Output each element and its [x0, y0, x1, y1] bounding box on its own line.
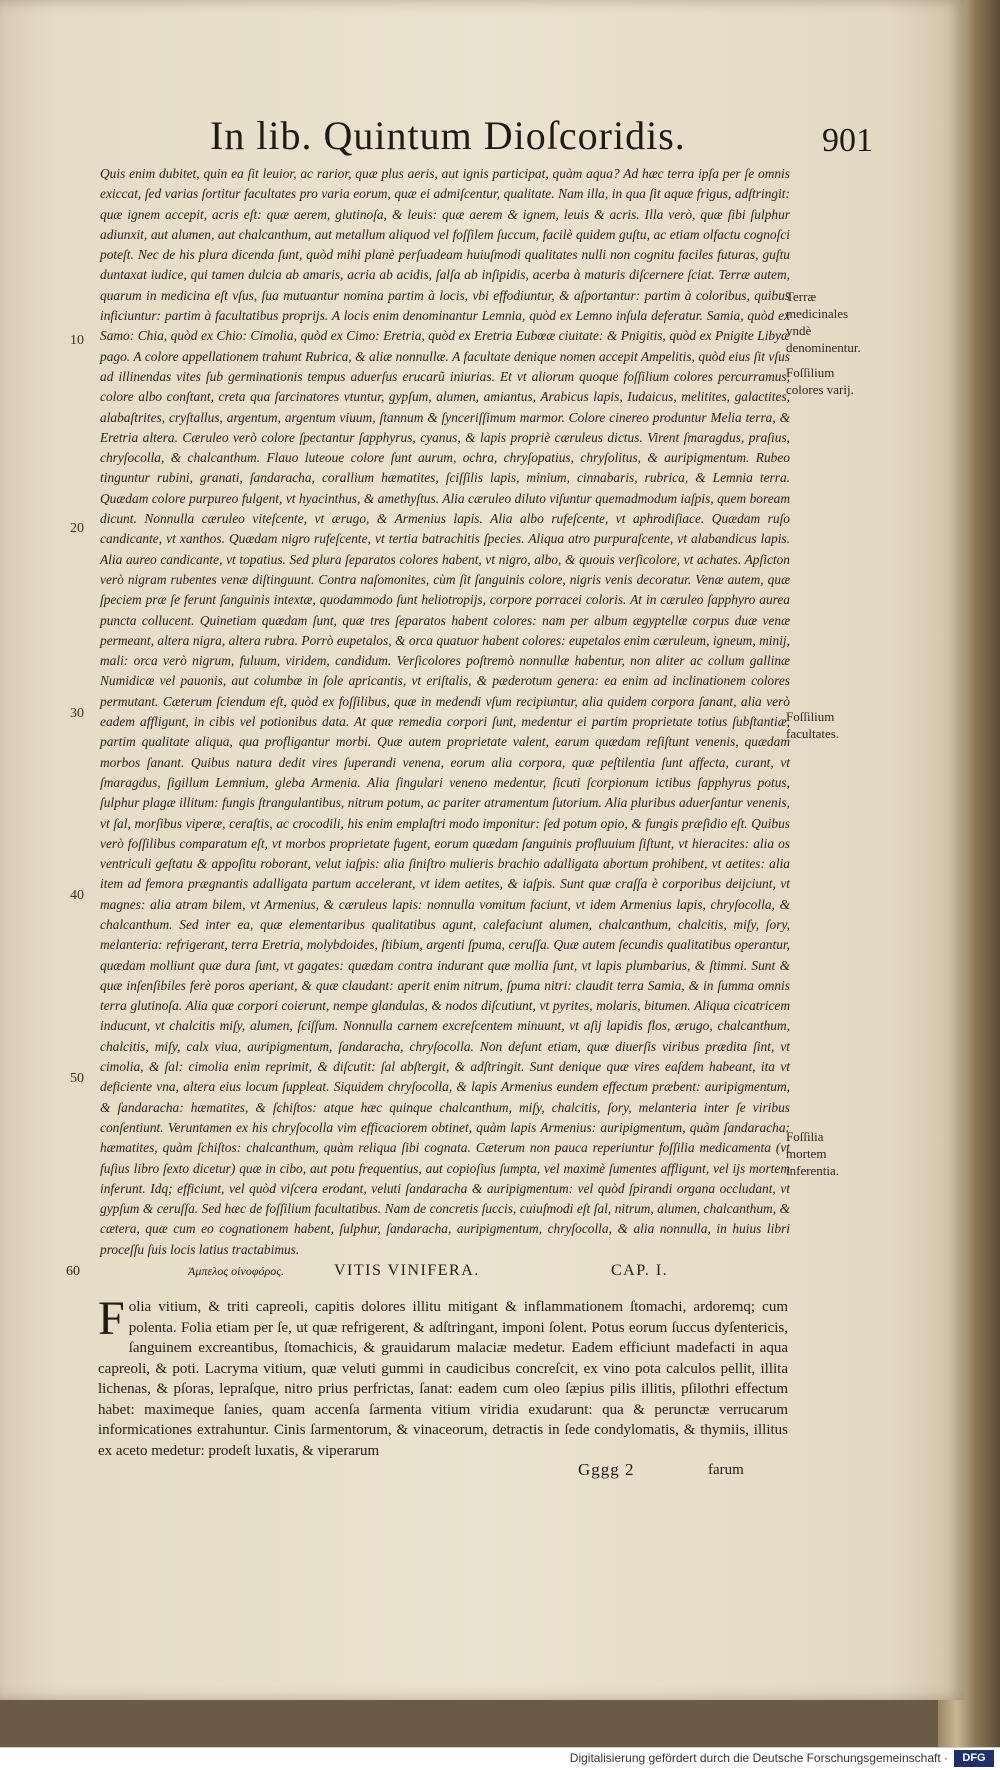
chapter-number: CAP. I. — [611, 1262, 669, 1279]
margin-note-terrae: Terræ medicinales vndè denominentur. — [786, 289, 861, 355]
margin-note-colores: Foſſilium colores varij. — [786, 365, 854, 397]
funding-credit: Digitalisierung gefördert durch die Deutsche Forschungsgemeinschaft · — [569, 1751, 948, 1765]
line-number-20: 20 — [70, 521, 84, 536]
commentary-text: Quis enim dubitet, quin ea ſit leuior, ac rarior, quæ plus aeris, aut ignis participat, quàm aqua? Ad hæc terra ipſa per ſe omnis exiccat, ſed varias ſortitur facultates pro varia eorum, quæ ei admiſcentur, qualitate. Nam illa, in qua ſit aquæ frigus, adſtringit: quæ ignem accepit, acris eſt: quæ aerem, glutinoſa, & leuis: quæ aerem & ignem, leuis & acris. Illa verò, quæ ſibi ſulphur adiunxit, aut alumen, aut chalcanthum, aut metallum aliquod vel foſſilem ſuccum, facilè quidem guſtu, ac etiam olfactu cognoſci poteſt. Nec de his plura dicenda ſunt, quòd mihi planè perſuadeam huiuſmodi qualitates nulli non cognitu faciles futuras, guſtu duntaxat iudice, qui tamen dulcia ab amaris, acria ab acidis, ſalſa ab inſipidis, acerba à maturis diſcernere ſciat. Terræ autem, quarum in medicina eſt vſus, ſua mutuantur nomina partim à locis, vbi effodiuntur, & aſportantur: partim à coloribus, quibus inficiuntur: partim à facultatibus proprijs. A locis enim denominantur Lemnia, quòd ex Lemno inſula deferatur. Samia, quòd ex Samo: Chia, quòd ex Chio: Cimolia, quòd ex Cimo: Eretria, quòd ex Eretria Eubœæ ciuitate: & Pnigitis, quòd ex Pnigite Libyæ pago. A colore appellationem trahunt Rubrica, & aliæ nonnullæ. A facultate denique nomen accepit Ampelitis, quòd eius ſit vſus ad illinendas vites ſub germinationis tempus aduerſus erucarũ iniurias. Et vt aliorum quoque foſſilium colores percurramus, colore albo conſtant, creta qua ſarcinatores vtuntur, gypſum, alumen, amiantus, Arabicus lapis, Iudaicus, melitites, galactites, alabaſtrites, cryſtallus, argentum, argentum viuum, ſtannum & ſynceriſſimum marmor. Colore cinereo produntur Melia terra, & Eretria altera. Cæruleo verò colore ſpectantur ſapphyrus, cyanus, & lapis propriè cæruleus dictus. Virent ſmaragdus, praſius, chryſocolla, & chalcanthum. Flauo luteoue colore ſunt aurum, ochra, chryſopatius, chryſolitus, & auripigmentum. Rubeo tinguntur rubini, granati, ſandaracha, corallium hæmatites, ſciſſilis lapis, minium, cinnabaris, rubrica, & Lemnia terra. Quædam colore purpureo fulgent, vt hyacinthus, & amethyſtus. Alia cæruleo diluto viſuntur quemadmodum iaſpis, quem boream dicunt. Nonnulla cæruleo viteſcente, vt ærugo, & Armenius lapis. Alia albo rufeſcente, vt aphrodiſiace. Quædam ruſo candicante, vt xanthos. Quædam nigro rufeſcente, vt tertia batrachitis ſpecies. Aliqua atro purpuraſcente, vt alabandicus lapis. Alia aureo candicante, vt topatius. Sed plura ſeparatos colores habent, vt nigro, albo, & quouis verſicolore, vt achates. Apſicton verò nigram rubentes venæ diſtinguunt. Contra naſomonites, cùm ſit ſanguinis colore, nigris venis decoratur. Venæ autem, quæ ſpeciem præ ſe ferunt ſanguinis intextæ, quodammodo ſunt heliotropijs, corpore porracei coloris. At in cæruleo ſapphyro aurea puncta collucent. Quinetiam quædam ſunt, quæ tres ſeparatos habent colores: nam per album ægyptellæ corpus duæ venæ permeant, altera nigra, altera rubra. Porrò eupetalos, & orca quatuor habent colores: eupetalos enim cæruleum, igneum, minij, mali: orca verò nigrum, fuluum, viridem, candidum. Verſicolores poſtremò nonnullæ habentur, non aliter ac collum gallinæ Numidicæ vel pauonis, aut columbæ in ſole apricantis, vt eriſtalis, & pæderotum genera: ea enim ad inclinationem colores permutant. Cæterum ſciendum eſt, quòd ex foſſilibus, quæ in medendi vſum recipiuntur, alia quidem corpora ſanant, alia verò eadem affligunt, in cibis vel potionibus data. At quæ remedia corpori ſunt, medentur ei partim proprietate totius ſubſtantiæ, partim qualitate aliqua, qua profligantur morbi. Quæ autem proprietate valent, earum quædam reſiſtunt venenis, quædam morbos ſanant. Quibus natura dedit vires ſuperandi venena, eorum alia corpora, quæ peſtilentia ſunt affecta, curant, vt ſmaragdus, ſigillum Lemnium, gleba Armenia. Alia ſingulari veneno medentur, ſicuti ſcorpionum ictibus ſapphyrus potus, ſulphur plagæ illitum: fungis ſtrangulantibus, nitrum potum, ac pariter atramentum ſutorium. Alia pluribus aduerſantur venenis, vt ſal, morſibus viperæ, ceraſtis, ac crocodili, his enim emplaſtri modo imponitur: ſed potum opio, & fungis præſidio eſt. Quibus verò foſſilibus comparatum eſt, vt morbos proprietate fugent, eorum quædam ſanguinis profluuium ſiſtunt, vt hieracites: alia os ventriculi geſtatu & appoſitu roborant, velut iaſpis: alia ſiniſtro mulieris brachio adalligata abortum prohibent, vt aetites: alia item ad femora prægnantis adalligata partum accelerant, vt idem aetites, & iaſpis. Sunt quæ craſſa è corporibus deijciunt, vt magnes: alia atram bilem, vt Armenius, & cæruleus lapis: nonnulla vomitum faciunt, vt idem Armenius lapis, chryſocolla, & chalcanthum. Sed inter ea, quæ elementaribus qualitatibus agunt, calefaciunt alumen, chalcanthum, chalcitis, miſy, ſory, melanteria: refrigerant, terra Eretria, molybdoides, ſtibium, argenti ſpuma, ceruſſa. Quæ autem ſecundis qualitatibus operantur, quædam molliunt quæ dura ſunt, vt gagates: quædam contra indurant quæ mollia ſunt, vt lapis plumbarius, & ſtimmi. Sunt & quæ inſenſibiles ferè poros aperiant, & quæ claudant: aperit enim nitrum, ſpuma nitri: claudit terra Samia, & in ſumma omnis terra glutinoſa. Alia quæ corpori coierunt, nempe glandulas, & nodos diſcutiunt, vt pyrites, molaris, bitumen. Aliqua cicatricem inducunt, vt chalcitis miſy, alumen, ſciſſum. Nonnulla carnem excreſcentem minuunt, vt aſij lapidis flos, ærugo, chalcanthum, chalcitis, miſy, calx viua, auripigmentum, ſandaracha, chryſocolla. Non deſunt etiam, quæ diuerſis viribus prædita ſint, vt cimolia, & ſal: cimolia enim reprimit, & diſcutit: ſal abſtergit, & adſtringit. Sunt denique quæ vires eaſdem habeant, ita vt deficiente vna, altera eius locum ſuppleat. Siquidem chryſocolla, & lapis Armenius eundem effectum præbent: auripigmentum, & ſandaracha: hæmatites, & ſchiſtos: atque hæc quinque chalcanthum, miſy, chalcitis, ſory, melanteria inter ſe viribus conſentiunt. Veruntamen ex his chryſocolla vim efficaciorem obtinet, quàm lapis Armenius: auripigmentum, quàm ſandaracha: hæmatites, quàm ſchiſtos: chalcanthum, quàm reliqua ſibi cognata. Cæterum non pauca reperiuntur foſſilia medicamenta (vt fuſius libro ſexto dicetur) quæ in cibo, aut potu frequentius, aut copioſius ſumpta, vel maximè ſumentes affligunt, vel ijs mortem inferunt. Idq; efficiunt, vel quòd viſcera erodant, veluti ſandaracha & auripigmentum: vel quòd ſpirandi organa occludant, vt gypſum & ceruſſa. Sed hæc de foſſilium facultatibus. Nam de concretis ſuccis, cuiuſmodi eſt ſal, nitrum, alumen, chalcanthum, & cætera, quæ cum eo cognationem habent, ſulphur, ſandaracha, auripigmentum, chryſocolla, & alia nonnulla, in huius libri proceſſu ſuis locis latius tractabimus. — [100, 166, 790, 1257]
chapter-title: VITIS VINIFERA. — [334, 1262, 480, 1279]
drop-capital: F — [98, 1292, 125, 1345]
line-number-10: 10 — [70, 333, 84, 348]
line-number-30: 30 — [70, 706, 84, 721]
dfg-logo[interactable]: DFG — [954, 1750, 994, 1767]
chapter-text — [98, 1292, 788, 1461]
chapter-heading — [66, 1262, 796, 1286]
margin-note-mortem: Foſſilia mortem inferentia. — [786, 1129, 840, 1178]
margin-note-facultates: Foſſilium facultates. — [786, 709, 840, 741]
footer-bar — [0, 1747, 1000, 1770]
chapter-body: olia vitium, & triti capreoli, capitis dolores illitu mitigant & inflammationem ſtomachi, ardoremq; cum polenta. Folia etiam per ſe, ut quæ refrigerent, & adſtringant, imponi ſolent. Potus eorum ſuccus dyſentericis, ſanguinem excreantibus, ſtomachicis, & grauidarum malaciæ medetur. Eadem efficiunt madefacti in aqua capreoli, & poti. Lacryma vitium, quæ veluti gummi in caudicibus concreſcit, ex vino pota calculos pellit, illita lichenas, & pſoras, lepraſque, nitro prius perfrictas, ſanat: eadem cum oleo ſæpius pilis illitis, pſilothri effectum habet: maximeque ſanies, quam accenſa ſarmenta vitium viridia exudarunt: qua & perunctæ verrucarum informicationes extrahuntur. Cinis ſarmentorum, & vinaceorum, detractis in ſede condylomatis, & thymiis, illitus ex aceto medetur: prodeſt luxatis, & viperarum — [98, 1299, 788, 1459]
catchword: farum — [708, 1462, 744, 1478]
line-number-40: 40 — [70, 888, 84, 903]
line-number-60: 60 — [66, 1264, 80, 1279]
running-title: In lib. Quintum Dioſcoridis. — [210, 113, 686, 158]
greek-plant-name: Ἀμπελος οἰνοφόρος. — [188, 1264, 285, 1278]
line-number-50: 50 — [70, 1071, 84, 1086]
page-number: 901 — [822, 122, 873, 159]
printer-signature: Gggg 2 — [578, 1460, 635, 1479]
